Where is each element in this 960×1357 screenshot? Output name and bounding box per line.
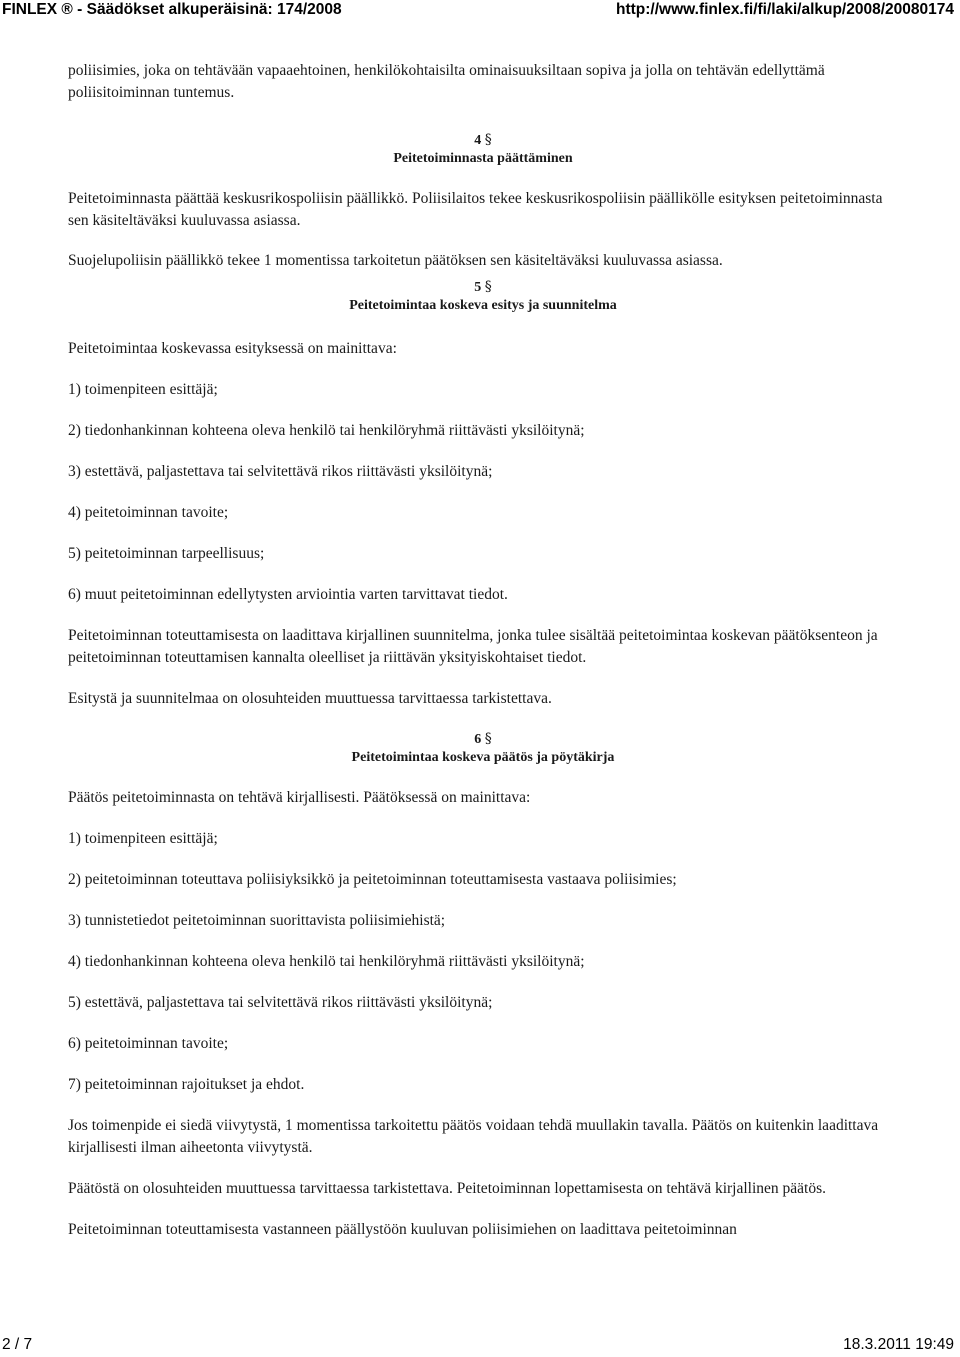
paragraph: Päätös peitetoiminnasta on tehtävä kirjallisesti. Päätöksessä on mainittava: <box>68 789 531 806</box>
list-item: 6) peitetoiminnan tavoite; <box>68 1035 229 1052</box>
section-sign-icon: § <box>484 731 492 747</box>
document-body <box>68 60 898 1241</box>
paragraph: Jos toimenpide ei siedä viivytystä, 1 momentissa tarkoitettu päätös voidaan tehdä muullakin tavalla. Päätös on kuitenkin laadittava kirjallisesti ilman aiheetonta viivytystä. <box>68 1117 879 1156</box>
section-sign-icon: § <box>484 279 492 295</box>
list-item: 6) muut peitetoiminnan edellytysten arviointia varten tarvittavat tiedot. <box>68 586 508 603</box>
section-number: 5 <box>474 280 482 295</box>
list-item: 3) estettävä, paljastettava tai selvitettävä rikos riittävästi yksilöitynä; <box>68 463 493 480</box>
page-number: 2 / 7 <box>2 1336 33 1353</box>
list-item: 7) peitetoiminnan rajoitukset ja ehdot. <box>68 1076 305 1093</box>
section-title: Peitetoiminnasta päättäminen <box>393 151 573 166</box>
header-title: FINLEX ® - Säädökset alkuperäisinä: 174/2008 <box>2 1 342 18</box>
list-item: 5) peitetoiminnan tarpeellisuus; <box>68 545 265 562</box>
section-heading-4 <box>68 131 898 168</box>
paragraph: Suojelupoliisin päällikkö tekee 1 momentissa tarkoitetun päätöksen sen käsiteltäväksi kuuluvassa asiassa. <box>68 252 723 269</box>
paragraph: Peitetoiminnan toteuttamisesta on laadittava kirjallinen suunnitelma, jonka tulee sisältää peitetoimintaa koskevan päätöksenteon ja peitetoiminnan toteuttamisen kannalta oleelliset ja riittävän yksityiskohtaiset tiedot. <box>68 627 878 666</box>
section-number: 4 <box>474 133 482 148</box>
list-item: 1) toimenpiteen esittäjä; <box>68 830 218 847</box>
section-title: Peitetoimintaa koskeva päätös ja pöytäkirja <box>351 750 615 765</box>
section-number: 6 <box>474 732 482 747</box>
header-url: http://www.finlex.fi/fi/laki/alkup/2008/20080174 <box>616 1 954 18</box>
list-item: 4) peitetoiminnan tavoite; <box>68 504 229 521</box>
list-item: 2) tiedonhankinnan kohteena oleva henkilö tai henkilöryhmä riittävästi yksilöitynä; <box>68 422 585 439</box>
paragraph: Peitetoimintaa koskevassa esityksessä on mainittava: <box>68 340 397 357</box>
paragraph: Peitetoiminnasta päättää keskusrikospoliisin päällikkö. Poliisilaitos tekee keskusrikospoliisin päällikölle esityksen peitetoiminnasta sen käsiteltäväksi kuuluvassa asiassa. <box>68 190 883 229</box>
section-sign-icon: § <box>484 132 492 148</box>
paragraph: Peitetoiminnan toteuttamisesta vastanneen päällystöön kuuluvan poliisimiehen on laadittava peitetoiminnan <box>68 1221 737 1238</box>
paragraph-intro: poliisimies, joka on tehtävään vapaaehtoinen, henkilökohtaisilta ominaisuuksiltaan sopiva ja jolla on tehtävän edellyttämä poliisitoiminnan tuntemus. <box>68 62 825 101</box>
list-item: 3) tunnistetiedot peitetoiminnan suorittavista poliisimiehistä; <box>68 912 446 929</box>
list-item: 5) estettävä, paljastettava tai selvitettävä rikos riittävästi yksilöitynä; <box>68 994 493 1011</box>
list-item: 4) tiedonhankinnan kohteena oleva henkilö tai henkilöryhmä riittävästi yksilöitynä; <box>68 953 585 970</box>
paragraph: Esitystä ja suunnitelmaa on olosuhteiden muuttuessa tarvittaessa tarkistettava. <box>68 690 552 707</box>
section-heading-5 <box>68 278 898 315</box>
print-datetime: 18.3.2011 19:49 <box>843 1336 954 1353</box>
browser-print-footer <box>0 1336 960 1356</box>
section-heading-6 <box>68 730 898 767</box>
list-item: 2) peitetoiminnan toteuttava poliisiyksikkö ja peitetoiminnan toteuttamisesta vastaava poliisimies; <box>68 871 677 888</box>
section-title: Peitetoimintaa koskeva esitys ja suunnitelma <box>349 298 617 313</box>
browser-print-header <box>0 0 960 22</box>
paragraph: Päätöstä on olosuhteiden muuttuessa tarvittaessa tarkistettava. Peitetoiminnan lopettamisesta on tehtävä kirjallinen päätös. <box>68 1180 827 1197</box>
list-item: 1) toimenpiteen esittäjä; <box>68 381 218 398</box>
